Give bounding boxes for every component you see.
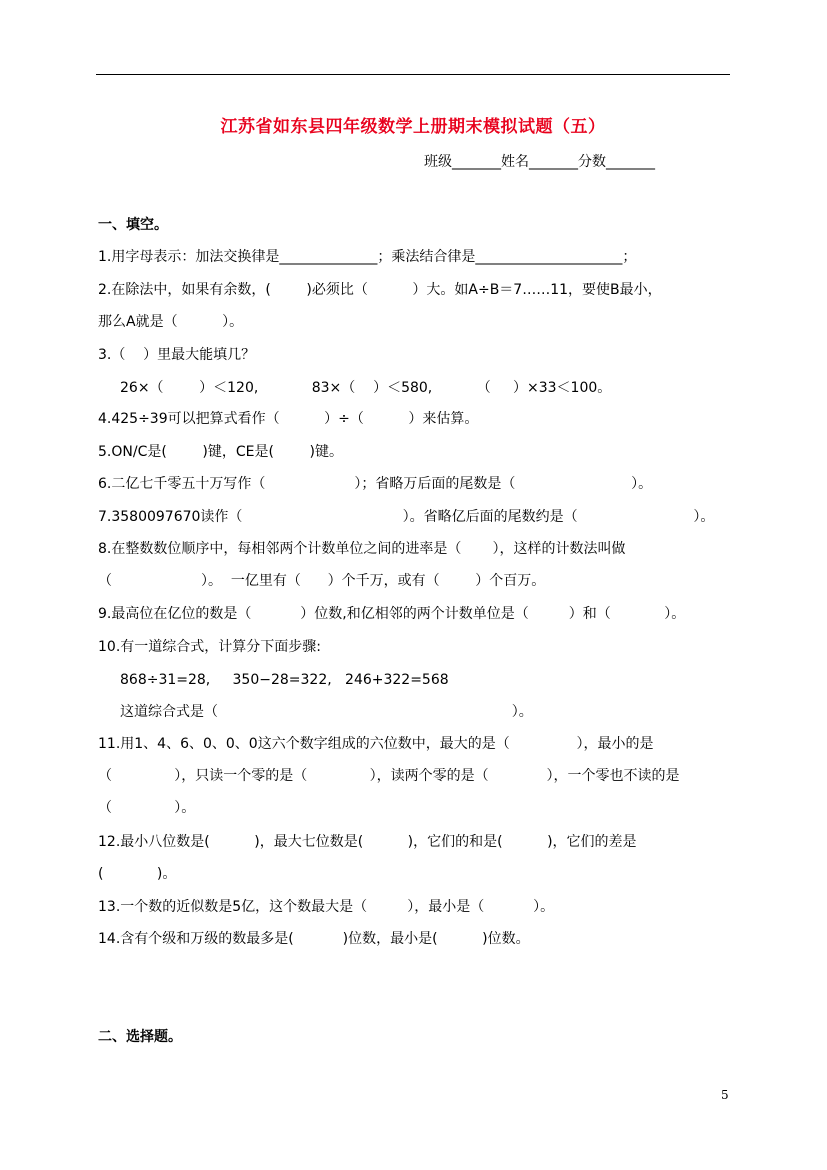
- question-3-items: 26×（ ）＜120, 83×（ ）＜580, （ ）×33＜100。: [120, 380, 612, 396]
- question-13: 13.一个数的近似数是5亿，这个数最大是（ ），最小是（ ）。: [98, 899, 555, 915]
- question-6: 6.二亿七千零五十万写作（ ）；省略万后面的尾数是（ ）。: [98, 476, 653, 492]
- header-rule: [96, 74, 730, 75]
- question-14: 14.含有个级和万级的数最多是( )位数，最小是( )位数。: [98, 931, 530, 947]
- question-10-steps: 868÷31=28, 350−28=322, 246+322=568: [120, 672, 449, 688]
- question-2-cont: 那么A就是（ ）。: [98, 314, 244, 330]
- question-7: 7.3580097670读作（ ）。省略亿后面的尾数约是（ ）。: [98, 509, 715, 525]
- question-12: 12.最小八位数是( )，最大七位数是( )，它们的和是( )，它们的差是: [98, 834, 637, 850]
- question-9: 9.最高位在亿位的数是（ ）位数,和亿相邻的两个计数单位是（ ）和（ ）。: [98, 606, 686, 622]
- question-10: 10.有一道综合式，计算分下面步骤:: [98, 639, 321, 655]
- page-number: 5: [721, 1088, 729, 1102]
- question-2: 2.在除法中，如果有余数，( )必须比（ ）大。如A÷B＝7……11，要使B最小，: [98, 282, 662, 298]
- question-11-cont: （ ），只读一个零的是（ ），读两个零的是（ ），一个零也不读的是: [98, 768, 680, 784]
- question-1: 1.用字母表示：加法交换律是______________；乘法结合律是_____________________；: [98, 249, 637, 265]
- page-title: 江苏省如东县四年级数学上册期末模拟试题（五）: [220, 117, 606, 137]
- question-10-answer: 这道综合式是（ ）。: [120, 704, 533, 720]
- question-8: 8.在整数数位顺序中，每相邻两个计数单位之间的进率是（ ），这样的计数法叫做: [98, 541, 626, 557]
- question-8-cont: （ ）。 一亿里有（ ）个千万，或有（ ）个百万。: [98, 573, 546, 589]
- question-11: 11.用1、4、6、0、0、0这六个数字组成的六位数中，最大的是（ ），最小的是: [98, 736, 654, 752]
- section-heading-multiple-choice: 二、选择题。: [98, 1029, 182, 1045]
- question-12-end: ( )。: [98, 866, 177, 882]
- question-5: 5.ON/C是( )键，CE是( )键。: [98, 444, 344, 460]
- section-heading-fill-blank: 一、填空。: [98, 217, 168, 233]
- question-11-end: （ ）。: [98, 800, 196, 816]
- question-4: 4.425÷39可以把算式看作（ ）÷（ ）来估算。: [98, 411, 479, 427]
- student-info: 班级_______姓名_______分数_______: [424, 154, 655, 170]
- question-3: 3.（ ）里最大能填几？: [98, 347, 256, 363]
